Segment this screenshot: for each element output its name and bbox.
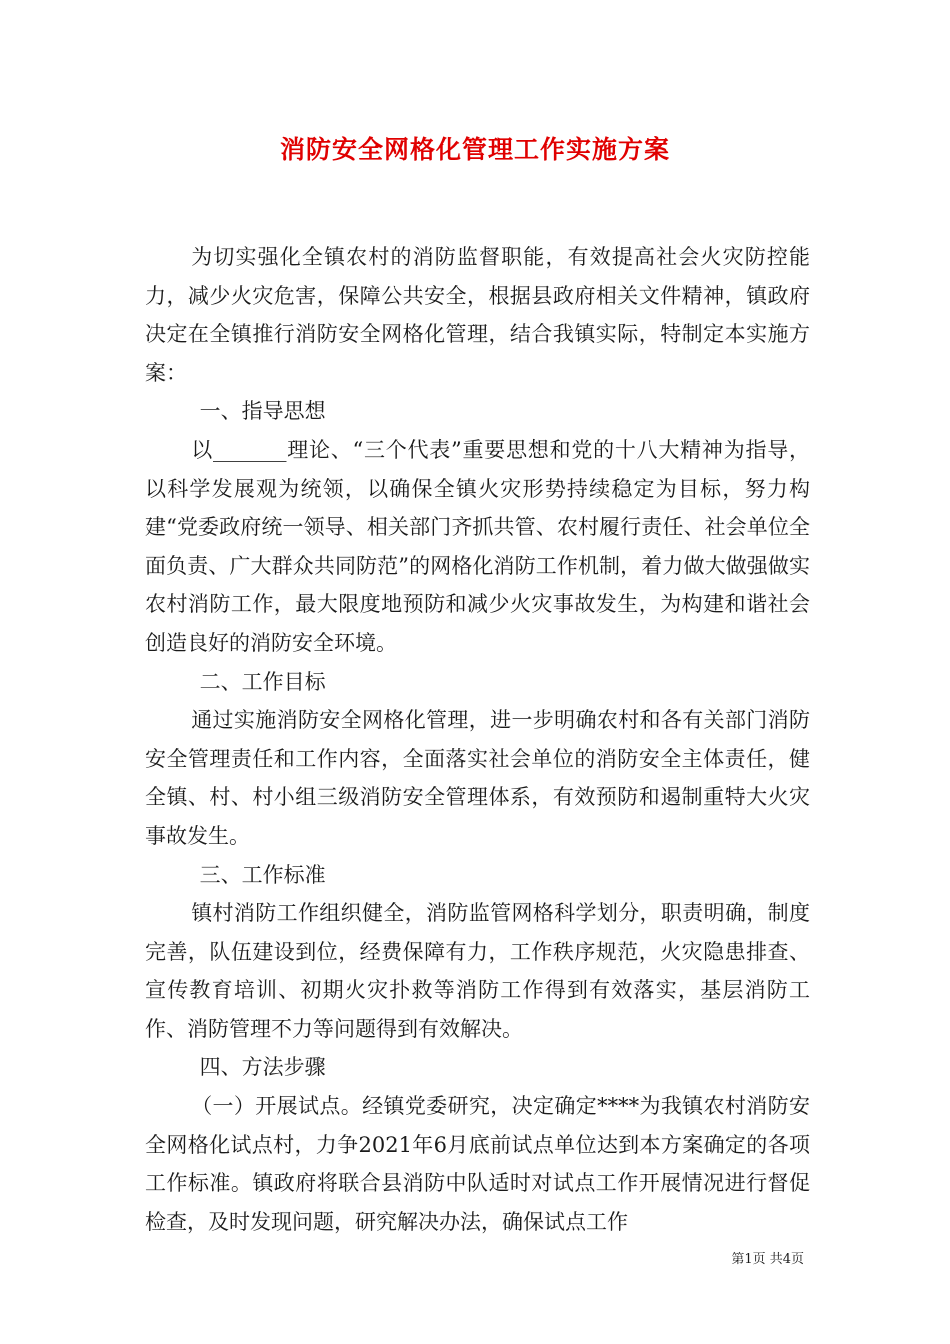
intro-paragraph: 为切实强化全镇农村的消防监督职能，有效提高社会火灾防控能力，减少火灾危害，保障公共安全，根据县政府相关文件精神，镇政府决定在全镇推行消防安全网格化管理，结合我镇实际，特制定本实施方案： [145, 245, 810, 385]
section-paragraph-method-steps: （一）开展试点。经镇党委研究，决定确定****为我镇农村消防安全网格化试点村，力争2021年6月底前试点单位达到本方案确定的各项工作标准。镇政府将联合县消防中队适时对试点工作开展情况进行督促检查，及时发现问题，研究解决办法，确保试点工作 [145, 1094, 810, 1234]
section-paragraph-work-goal: 通过实施消防安全网格化管理，进一步明确农村和各有关部门消防安全管理责任和工作内容，全面落实社会单位的消防安全主体责任，健全镇、村、村小组三级消防安全管理体系，有效预防和遏制重特大火灾事故发生。 [145, 708, 810, 848]
section-heading-work-goal: 二、工作目标 [199, 669, 326, 694]
section-paragraph-guiding-thought: 以_______理论、“三个代表”重要思想和党的十八大精神为指导，以科学发展观为统领，以确保全镇火灾形势持续稳定为目标，努力构建“党委政府统一领导、相关部门齐抓共管、农村履行责任、社会单位全面负责、广大群众共同防范”的网格化消防工作机制，着力做大做强做实农村消防工作，最大限度地预防和减少火灾事故发生，为构建和谐社会创造良好的消防安全环境。 [145, 437, 810, 655]
section-heading-method-steps: 四、方法步骤 [199, 1055, 326, 1080]
section-heading-work-standard: 三、工作标准 [199, 862, 326, 887]
page-number-footer: 第1页 共4页 [731, 1252, 804, 1267]
section-heading-guiding-thought: 一、指导思想 [199, 399, 326, 424]
document-title: 消防安全网格化管理工作实施方案 [279, 135, 670, 164]
document-body [145, 238, 810, 1241]
section-paragraph-work-standard: 镇村消防工作组织健全，消防监管网格科学划分，职责明确，制度完善，队伍建设到位，经费保障有力，工作秩序规范，火灾隐患排查、宣传教育培训、初期火灾扑救等消防工作得到有效落实，基层消防工作、消防管理不力等问题得到有效解决。 [145, 901, 810, 1041]
